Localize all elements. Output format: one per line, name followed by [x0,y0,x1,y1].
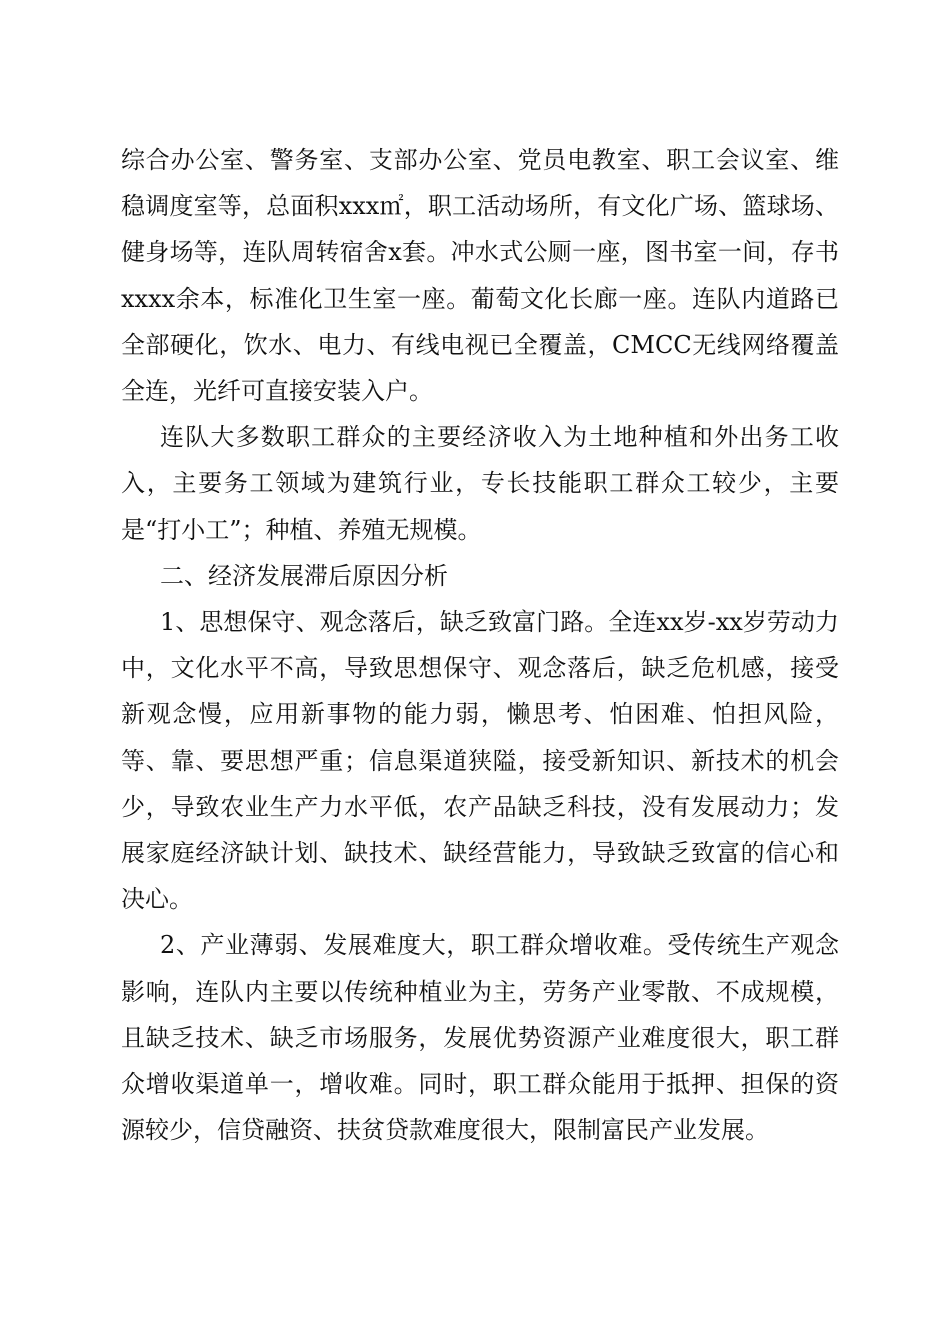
section-heading-causes: 二、经济发展滞后原因分析 [160,561,448,590]
paragraph-cause-1: 1、思想保守、观念落后，缺乏致富门路。全连xx岁-xx岁劳动力中，文化水平不高，导致思想保守、观念落后，缺乏危机感，接受新观念慢，应用新事物的能力弱，懒思考、怕困难、怕担风险，等、靠、要思想严重；信息渠道狭隘，接受新知识、新技术的机会少，导致农业生产力水平低，农产品缺乏科技，没有发展动力；发展家庭经济缺计划、缺技术、缺经营能力，导致缺乏致富的信心和决心。 [121,608,839,914]
document-body [121,137,839,1153]
paragraph-facilities: 综合办公室、警务室、支部办公室、党员电教室、职工会议室、维稳调度室等，总面积xxx㎡，职工活动场所，有文化广场、篮球场、健身场等，连队周转宿舍x套。冲水式公厕一座，图书室一间，存书xxxx余本，标准化卫生室一座。葡萄文化长廊一座。连队内道路已全部硬化，饮水、电力、有线电视已全覆盖，CMCC无线网络覆盖全连，光纤可直接安装入户。 [121,146,839,406]
paragraph-income: 连队大多数职工群众的主要经济收入为土地种植和外出务工收入，主要务工领域为建筑行业，专长技能职工群众工较少，主要是“打小工”；种植、养殖无规模。 [121,423,839,544]
paragraph-cause-2: 2、产业薄弱、发展难度大，职工群众增收难。受传统生产观念影响，连队内主要以传统种植业为主，劳务产业零散、不成规模，且缺乏技术、缺乏市场服务，发展优势资源产业难度很大，职工群众增收渠道单一，增收难。同时，职工群众能用于抵押、担保的资源较少，信贷融资、扶贫贷款难度很大，限制富民产业发展。 [121,931,839,1145]
